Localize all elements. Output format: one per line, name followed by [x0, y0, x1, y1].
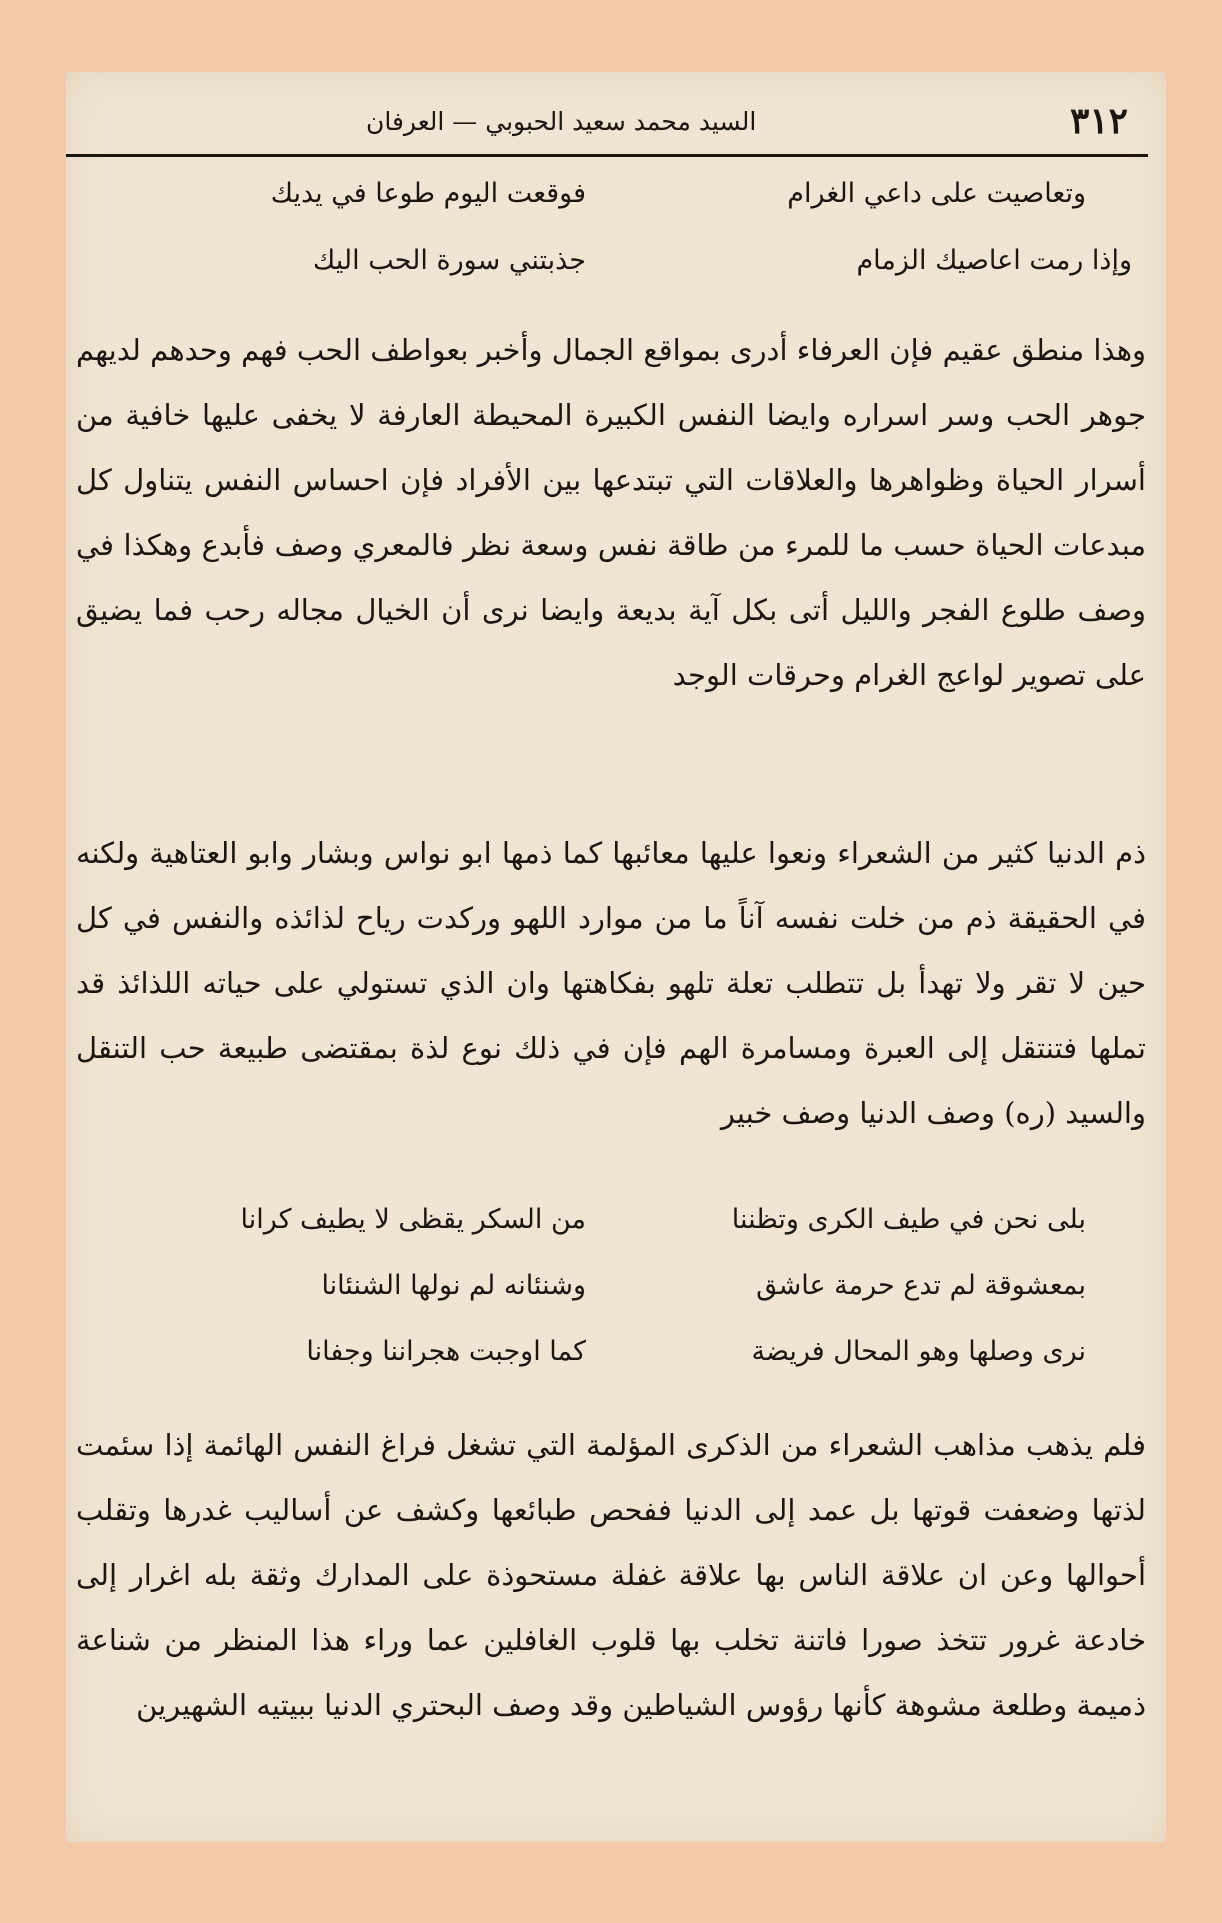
verse-line	[146, 174, 1146, 214]
verse-hemistich-second: فوقعت اليوم طوعا في يديك	[270, 178, 586, 209]
running-head: السيد محمد سعيد الحبوبي — العرفان	[366, 106, 757, 136]
verse-hemistich-first: وتعاصيت على داعي الغرام	[787, 178, 1086, 209]
paragraph-text: ذم الدنيا كثير من الشعراء ونعوا عليها معائبها كما ذمها ابو نواس وبشار وابو العتاهية ولكنه في الحقيقة ذم من خلت نفسه آناً ما من موارد اللهو وركدت رياح لذائذه والنفس في كل حين لا تقر ولا تهدأ بل تتطلب تعلة تلهو بفكاهتها وان الذي تستولي على حياته اللذائذ قد تملها فتنتقل إلى العبرة ومسامرة الهم فإن في ذلك نوع لذة بمقتضى طبيعة حب التنقل والسيد (ره) وصف الدنيا وصف خبير	[76, 836, 1146, 1130]
paragraph-2	[76, 821, 1146, 1146]
verse-line	[146, 241, 1146, 281]
verse-hemistich-first: بمعشوقة لم تدع حرمة عاشق	[756, 1270, 1086, 1301]
page-number: ٣١٢	[1069, 100, 1128, 142]
verse-hemistich-second: كما اوجبت هجراننا وجفانا	[306, 1336, 586, 1367]
verse-hemistich-first: وإذا رمت اعاصيك الزمام	[856, 245, 1132, 276]
header-rule	[66, 154, 1148, 157]
verse-hemistich-first: نرى وصلها وهو المحال فريضة	[751, 1336, 1086, 1367]
verse-hemistich-second: جذبتني سورة الحب اليك	[313, 245, 586, 276]
page-header	[66, 94, 1146, 148]
paragraph-1	[76, 318, 1146, 708]
paragraph-3	[76, 1413, 1146, 1738]
verse-hemistich-first: بلى نحن في طيف الكرى وتظننا	[731, 1204, 1086, 1235]
verse-hemistich-second: وشنئانه لم نولها الشنئانا	[321, 1270, 586, 1301]
verse-line	[146, 1332, 1146, 1372]
verse-hemistich-second: من السكر يقظى لا يطيف كرانا	[240, 1204, 586, 1235]
verse-line	[146, 1266, 1146, 1306]
paragraph-text: فلم يذهب مذاهب الشعراء من الذكرى المؤلمة التي تشغل فراغ النفس الهائمة إذا سئمت لذتها وضعفت قوتها بل عمد إلى الدنيا ففحص طبائعها وكشف عن أساليب غدرها وتقلب أحوالها وعن ان علاقة الناس بها علاقة غفلة مستحوذة على المدارك وثقة بله اغرار إلى خادعة غرور تتخذ صورا فاتنة تخلب بها قلوب الغافلين عما وراء هذا المنظر من شناعة ذميمة وطلعة مشوهة كأنها رؤوس الشياطين وقد وصف البحتري الدنيا ببيتيه الشهيرين	[76, 1428, 1146, 1722]
paragraph-text: وهذا منطق عقيم فإن العرفاء أدرى بمواقع الجمال وأخبر بعواطف الحب فهم وحدهم لديهم جوهر الحب وسر اسراره وايضا النفس الكبيرة المحيطة العارفة لا يخفى عليها خافية من أسرار الحياة وظواهرها والعلاقات التي تبتدعها بين الأفراد فإن احساس النفس يتناول كل مبدعات الحياة حسب ما للمرء من طاقة نفس وسعة نظر فالمعري وصف فأبدع وهكذا في وصف طلوع الفجر والليل أتى بكل آية بديعة وايضا نرى أن الخيال مجاله رحب فما يضيق على تصوير لواعج الغرام وحرقات الوجد	[76, 333, 1146, 692]
verse-line	[146, 1200, 1146, 1240]
